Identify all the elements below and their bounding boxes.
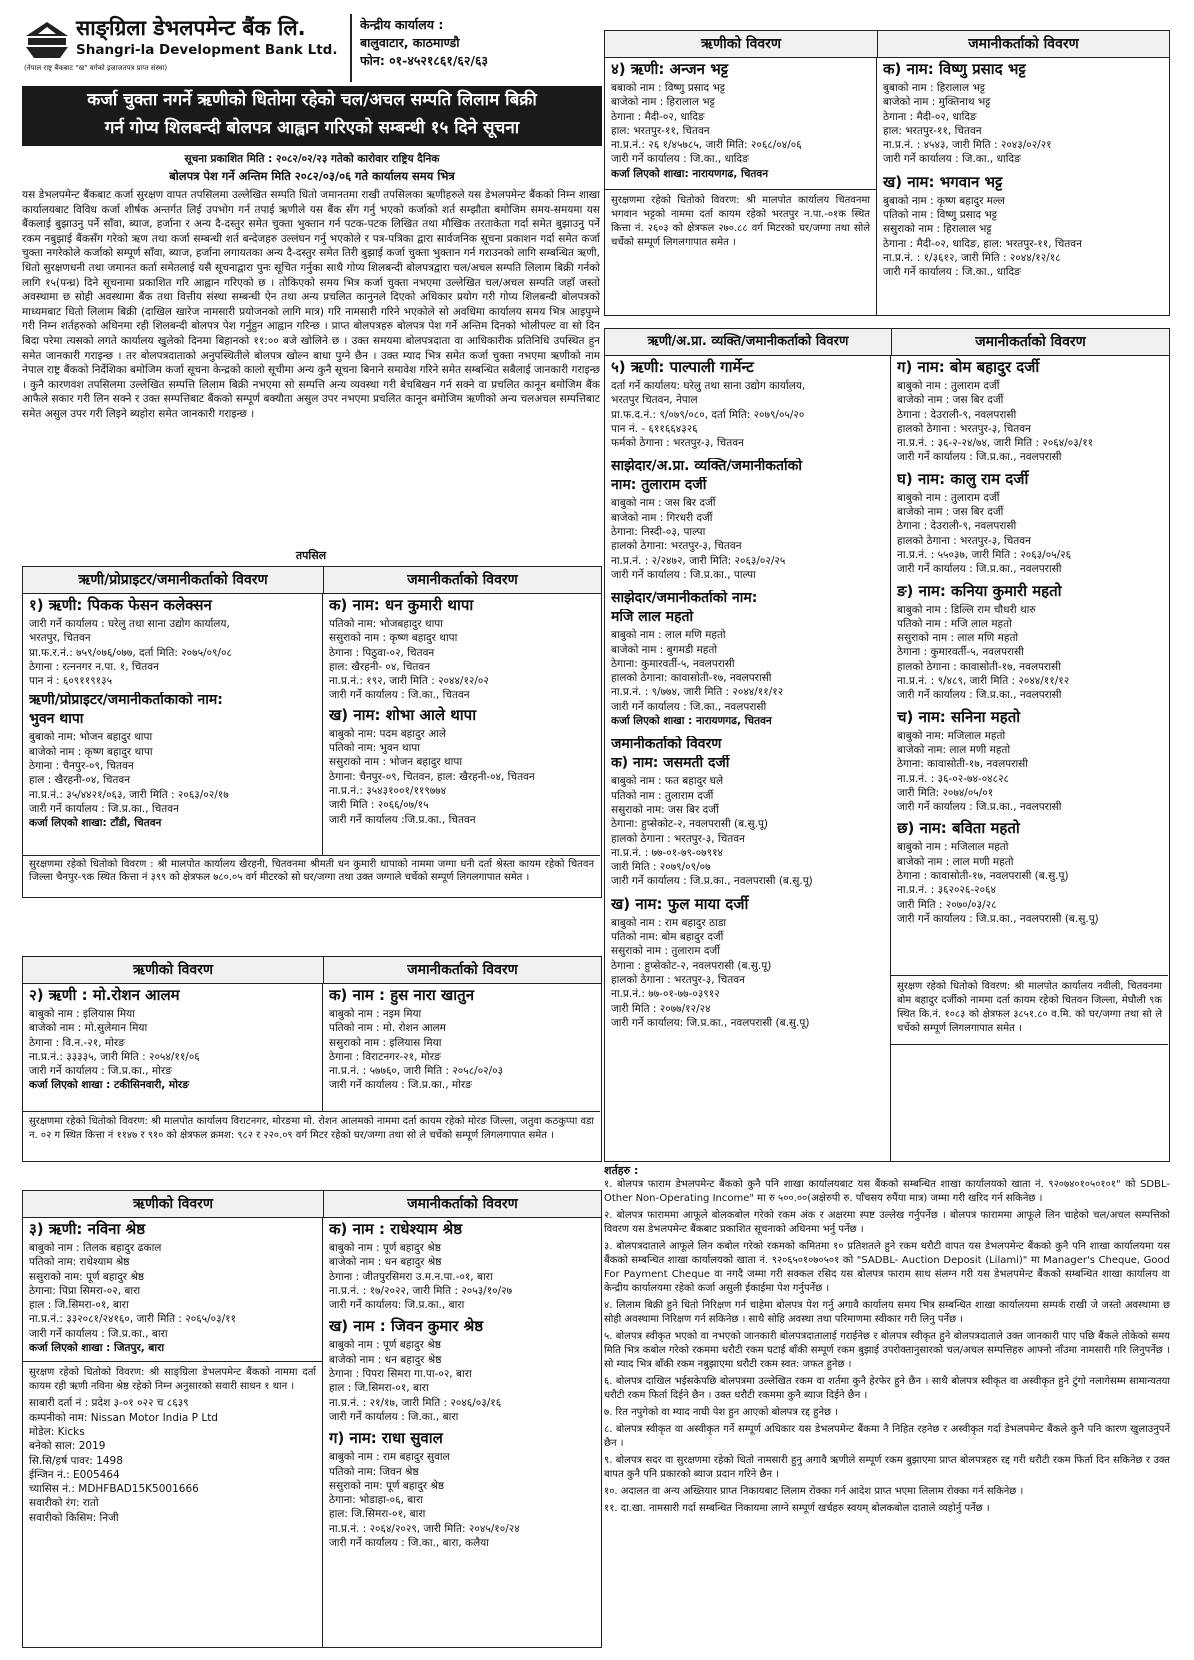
detail-line: बाबुको नाम : जस बिर दर्जी — [611, 497, 716, 510]
block-4-header-left: ऋणीको विवरण — [701, 36, 781, 52]
detail-line: ठेगाना : पिपरा सिमरा गा.पा-०२, बारा — [329, 1368, 472, 1381]
guarantor-5d-title: घ) नाम: कालु राम दर्जी — [897, 469, 1029, 488]
detail-line: जारी गर्ने कार्यालय : जि.प्र.का., नवलपरासी — [897, 801, 1062, 814]
partner-1-name: नाम: तुलाराम दर्जी — [611, 477, 707, 494]
detail-line: जारी गर्ने कार्यालय : जि.का., धादिङ — [883, 153, 1021, 166]
detail-line: पतिको नाम : मो. रोशन आलम — [329, 1022, 446, 1035]
title-line-1: कर्जा चुक्ता नगर्ने ऋणीको धितोमा रहेको चल/अचल सम्पति लिलाम बिक्री — [87, 90, 537, 110]
detail-line: बुबाको नाम : कृष्ण बहादुर मल्ल — [883, 194, 1005, 207]
detail-line: ठेगाना : मैदी-०२, धादिङ — [611, 110, 705, 123]
detail-line: जारी मिति : २०७७/१२/२४ — [611, 1002, 711, 1015]
detail-line: बाबुको नाम : राम बहादुर सुवाल — [329, 1451, 450, 1464]
vehicle-detail-line: ईन्जिन नं.: E005464 — [29, 1468, 120, 1481]
block-2-security: सुरक्षणमा रहेको धितोको विवरण: श्री मालपोत कार्यालय विराटनगर, मोरङमा मो. रोशन आलमको नाममा दर्ता कायम रहेको मोरङ जिल्ला, जतुवा कठकुप्पा वडा न. ०२ ग स्थित कित्ता नं ११४७ र ९१० को क्षेत्रफल क्रमश: ९८२ र २२०.०९ वर्ग मिटर रहेको घर/जग्गा तथा सो ले चर्चेको सम्पूर्ण लिगलगापात समेत । — [23, 1111, 600, 1161]
guarantor-5f-title: च) नाम: सनिना महतो — [897, 707, 1021, 726]
detail-line: ससुराको नाम: जस बिर दर्जी — [611, 803, 719, 816]
detail-line: ना.प्र.नं.: ७७-०१-७७-०३९१२ — [611, 988, 720, 1001]
borrower-1-proprietor-title: ऋणी/प्रोप्राइटर/जमानीकर्ताकाको नाम: — [29, 692, 223, 709]
borrower-3-branch: कर्जा लिएको शाखा : जितपुर, बारा — [29, 1342, 165, 1355]
detail-line: पतिको नाम: बोम बहादुर दर्जी — [611, 931, 724, 944]
guarantor-3a-title: क) नाम : राधेश्याम श्रेष्ठ — [329, 1220, 463, 1238]
intro-paragraph: यस डेभलपमेन्ट बैंकबाट कर्जा सुरक्षण वापत तपसिलमा उल्लेखित सम्पति धितो जमानतमा राखी तपसिलका ऋणीहरुले यस डेभलपमेन्ट बैंकको निम्न शाखा कार्यालयबाट विविध कर्जा शीर्षक अन्तर्गत लिई उपभोग गर्न तपाई ऋणीले यस बैंक सँग गर्नु भएको कर्जाको शर्त सम्झौता बमोजिम समय-समयमा यस बैंकलाई बुझाउनु पर्ने साँवा, ब्याज, हर्जाना र अन्य दै-दस्तुर समेत चुक्ता भुक्तान गर्न पटक-पटक लिखित तथा मौखिक तरताकेता गर्दा समेत बुझाउनु पर्ने रकम नबुझाई बैंकसँग गरेको ऋण तथा कर्जा सम्बन्धी शर्त बन्देजहरु उल्लंघन गर्नु भएकोले र पत्र-पत्रिका द्वारा सार्वजनिक सूचना प्रकाशन गर्दा समेत कर्जा चुक्ता नगरेकोले कर्जाको सम्पूर्ण साँवा, ब्याज, हर्जाना लगायतका अन्य दै-दस्तुर समेत तिरी बुझाई कर्जा चुक्ता भुक्तान गर्न गराउनको लागि सम्बन्धित ऋणी, धितो सुरक्षणधनी तथा जमानत कर्ता समेतलाई यसै सूचनाद्वारा पुनः सूचित गर्नुका साथै गोप्य शिलबन्दी बोलपत्रद्वारा चल/अचल सम्पति लिलाम बिक्री गर्नको लागि १५(पन्ध्र) दिने सूचनामा प्रकाशित गरि आह्वान गरिएको छ । तोकिएको समय भित्र कर्जा चुक्ता नभएमा उल्लेखित चल/अचल सम्पति जहाँ जस्तो अवस्थामा छ सोही अवस्थामा बैंक तथा वित्तीय संस्था सम्बन्धी ऐन तथा अन्य प्रचलित कानुनले दिएको अधिकार प्रयोग गरी गोप्य शिलबन्दी बोलपत्रको माध्यमबाट धितो लिलाम बिक्री (दाखिल खारेज नामसारी प्रयोजनको लागि मात्र) गरि नामसारी गरिने भएकोले सो अवधिमा कार्यालय समय भित्र आइपुग्ने गरी निम्न शर्तहरुको अधिनमा रही शिलबन्दी बोलपत्र पेश गर्नुहुन आह्वान गरिन्छ । प्राप्त बोलपत्रहरु बोलपत्र पेश गर्ने अन्तिम दिनको भोलीपल्ट वा सो दिन बिदा परेमा त्यसको लगते कार्यालय खुलेको दिनमा बिहानको ११:०० बजे खोलिने छ । उक्त समयमा बोलपत्रदाता वा आधिकारीक प्रतिनिधि उपस्थित हुन समेत जानकारी गराइन्छ । तर बोलपत्रदाताको अनुपस्थितीले बोलपत्र खोल्न बाधा पुग्ने छैन । उक्त म्याद भित्र समेत कर्जा चुक्ता नभएमा ऋणीको नाम नेपाल राष्ट्र बैंकको निर्देशिका बमोजिम कर्जा सूचना केन्द्रको कालो सूचीमा अन्य कुनै सूचना बिनाने समावेश गरिने समेत सम्बन्धित सबैलाई जानकारी गराइन्छ । कुनै कारणवश तपसिलमा उल्लेखित सम्पत्ति लिलाम बिक्री नभएमा सो सम्पत्ति अन्य व्यवस्था गरी बेचबिखन गर्न सक्ने वा प्रचलित कानून बमोजिम बैंक आफैले सकार गरी लिन सक्ने र उक्त सम्पत्तिबाट बैंकको सम्पूर्ण बक्यौता असुल उपर नभएमा प्रचलित कानून बमोजिम ऋणीको अन्य चलअचल सम्पत्तिबाट समेत असुल उपर गरी लिइने ब्यहोरा समेत जानकारी गराइन्छ । — [22, 189, 600, 420]
block-5 — [604, 328, 1170, 1162]
detail-line: बाबुको नाम : पूर्ण बहादुर श्रेष्ठ — [329, 1339, 441, 1352]
detail-line: बाजेको नाम : धन बहादुर श्रेष्ठ — [329, 1256, 442, 1269]
detail-line: बाबुको नाम : मजिलाल महतो — [897, 841, 1009, 854]
detail-line: बाबुको नाम: मजिलाल महतो — [897, 729, 1006, 742]
block-1-header — [23, 567, 601, 594]
detail-line: ना.प्र.नं. : ३६-०२-७४-०४८२८ — [897, 772, 1010, 785]
borrower-5-title: ५) ऋणी: पाल्पाली गार्मेन्ट — [611, 358, 754, 376]
detail-line: पतिको नाम: भोजबहादुर थापा — [329, 618, 443, 630]
block-2-header-left: ऋणीको विवरण — [133, 962, 213, 978]
office-label: केन्द्रीय कार्यालय : — [360, 17, 444, 32]
detail-line: फर्मको ठेगाना : भरतपुर-३, चितवन — [611, 437, 744, 450]
detail-line: जारी गर्ने कार्यालय: जि.प्र.का., बारा — [329, 1299, 465, 1312]
block-2-header-right: जमानीकर्ताको विवरण — [323, 957, 601, 983]
detail-line: जारी गर्ने कार्यालय : जि.का., चितवन — [329, 689, 470, 702]
block-2-borrower — [23, 983, 323, 1111]
detail-line: बाजेको नाम: लाल मणी महतो — [897, 743, 1011, 756]
block-5-header — [605, 329, 1169, 356]
term-item: १०. अदालत वा अन्य अख्तियार प्राप्त निकायबाट लिलाम रोक्का गर्न आदेश प्राप्त भएमा लिलाम रोक्का गर्न सकिनेछ । — [604, 1486, 1024, 1498]
detail-line: पान नं : ६०९११९१३५ — [29, 675, 113, 688]
detail-line: ससुराको नाम : लाल मणि महतो — [897, 632, 1019, 645]
guarantor-5-heading: जमानीकर्ताको विवरण — [611, 736, 722, 753]
detail-line: हाल : खैरहनी-०४, चितवन — [29, 774, 131, 787]
guarantor-1a-title: क) नाम: धन कुमारी थापा — [329, 596, 474, 614]
detail-line: जारी मिति : २०६६/०७/१५ — [329, 799, 429, 812]
detail-line: पतिको नाम : विष्णु प्रसाद भट्ट — [883, 209, 997, 222]
detail-line: ससुराको नाम : कृष्ण बहादुर थापा — [329, 632, 458, 645]
block-1-header-right: जमानीकर्ताको विवरण — [323, 567, 601, 593]
borrower-4-title: ४) ऋणी: अन्जन भट्ट — [611, 60, 729, 78]
term-item: ८. बोलपत्र स्वीकृत वा अस्वीकृत गर्ने सम्पूर्ण अधिकार यस डेभलपमेन्ट बैंकमा नै निहित रहनेछ र अस्वीकृत गर्दा डेभलपमेन्ट बैंकले कुनै पनि कारण खुलाउनुपर्ने छैन । — [604, 1424, 1170, 1450]
detail-line: ससुराको नाम : तुलाराम दर्जी — [611, 945, 720, 958]
block-3-borrower — [23, 1217, 323, 1647]
detail-line: जारी गर्ने कार्यालय : जि.प्र.का., नवलपरासी (ब.सु.पू) — [611, 875, 813, 888]
block-5-header-right: जमानीकर्ताको विवरण — [891, 329, 1169, 355]
detail-line: हाल: भरतपुर-११, चितवन — [611, 124, 710, 137]
detail-line: ठेगाना : वि.न.-२१, मोरङ — [29, 1036, 125, 1049]
office-phone: फोन: ०१-४५२१८६१/६२/६३ — [360, 53, 488, 68]
detail-line: ना.प्र.नं.: ३५/४४२१/०६३, जारी मिति : २०६३/०२/१७ — [29, 788, 229, 801]
header-divider — [350, 14, 352, 82]
detail-line: ना.प्र.नं. : ७७-०१-७९-०७९१४ — [611, 846, 724, 859]
detail-line: बाजेको नाम : हिरालाल भट्ट — [611, 96, 715, 109]
detail-line: ससुराको नाम: पूर्ण बहादुर श्रेष्ठ — [329, 1479, 445, 1492]
block-4-header — [605, 31, 1169, 58]
detail-line: जारी गर्ने कार्यालय : जि.का., नवलपरासी — [611, 700, 767, 713]
detail-line: जारी मिति : २०७९/०९/०७ — [611, 861, 711, 874]
bank-logo — [24, 20, 70, 60]
detail-line: बुबाको नाम : हिरालाल भट्ट — [883, 82, 985, 94]
bank-header — [24, 14, 349, 74]
detail-line: जारी गर्ने कार्यालय : जि.प्र.का., मोरङ — [29, 1065, 172, 1078]
detail-line: बाबुको नाम : डिल्लि राम चौधरी थारु — [897, 603, 1036, 616]
block-1-header-left: ऋणी/प्रोप्राइटर/जमानीकर्ताको विवरण — [78, 572, 268, 588]
detail-line: बुबाको नाम: भोजन बहादुर थापा — [29, 731, 153, 744]
vehicle-detail-line: च्यासिस नं.: MDHFBAD15K5001666 — [29, 1483, 199, 1496]
publish-date: सूचना प्रकाशित मिति : २०८२/०२/२३ गतेको कारोवार राष्ट्रिय दैनिक — [184, 153, 440, 165]
term-item: ४. लिलाम बिक्री हुने धितो निरिक्षण गर्न चाहेमा बोलपत्र पेश गर्नु अगावै कार्यालय समय भित्र सम्बन्धित शाखा कार्यालयमा सम्पर्क राखी जे जस्तो अवस्थामा छ सोही अवस्थामा निरिक्षण गर्न सकिनेछ । साथै सोहि अवस्था तथा परिमाणमा स्वीकार गरी लिनु पर्नेछ । — [604, 1300, 1170, 1326]
block-5-security: सुरक्षण रहेको धितोको विवरण: श्री मालपोत कार्यालय नवीली, चितवनमा बोम बहादुर दर्जीको नाममा दर्ता कायम रहेको चितवन जिल्ला, मेघौली ९क स्थित कि.नं. १०८३ को क्षेत्रफल ३८५१.८० व.मि. को घर/जग्गा तथा सो ले चर्चेको सम्पूर्ण लिगलगापात समेत । — [891, 975, 1168, 1045]
borrower-3-title: ३) ऋणी: नविना श्रेष्ठ — [29, 1220, 146, 1238]
detail-line: हाल: जि.सिमरा-०१, बारा — [329, 1508, 426, 1521]
detail-line: जारी गर्ने कार्यालय : जि.का., बारा, कलैया — [329, 1537, 489, 1550]
detail-line: ना.प्र.नं. : ५७७६०, जारी मिति : २०५८/०२/०३ — [329, 1065, 504, 1078]
borrower-2-branch: कर्जा लिएको शाखा : टकीसिनवारी, मोरङ — [29, 1079, 189, 1092]
detail-line: जारी गर्ने कार्यालय : घरेलु तथा साना उद्योग कार्यालय, — [29, 618, 230, 630]
term-item: ५. बोलपत्र स्वीकृत भएको वा नभएको जानकारी बोलपत्रदातालाई गराईनेछ र बोलपत्र स्वीकृत हुने बोलपत्रदाताले उक्त जानकारी पाए पछि बैंकले तोकेको समय मिति भित्र कबोल गरेको रकममा धरौटी रकम घटाई बाँकी सम्पूर्ण रकम बुझाई उपरोक्तानुसारको चल/अचल सम्पत्तिहरु आफ्नो नाँउमा नामसारी गरि लिनुपर्नेछ । सो म्याद भित्र बाँकी रकम नबुझाएमा धरौटी रकम स्वत: जफत हुनेछ । — [604, 1331, 1170, 1371]
term-item: ९. बोलपत्र सदर वा सुरक्षणमा रहेको धितो नामसारी हुनु अगावै ऋणीले सम्पूर्ण रकम बुझाएमा प्राप्त बोलपत्रहरु रद्द गरी धरौटी रकम फिर्ता दिन सकिनेछ र उक्त बापत कुनै पनि प्रकारको ब्याज प्रदान गरिने छैन । — [604, 1455, 1170, 1481]
detail-line: पतिको नाम : मजि लाल महतो — [897, 617, 1012, 630]
tapsil-label: तपसिल — [295, 549, 327, 562]
term-item: ११. दा.खा. नामसारी गर्दा सम्बन्धित निकायमा लाग्ने सम्पूर्ण खर्चहरु स्वयम् बोलकबोल दाताले व्यहोर्नु पर्नेछ । — [604, 1503, 990, 1515]
detail-line: जारी गर्ने कार्यालय : जि.प्र.का., बारा — [29, 1327, 168, 1340]
detail-line: ठेगाना: कुमारवर्ती-५, नवलपरासी — [611, 657, 735, 670]
detail-line: जारी मिति : २०७०/०३/२८ — [897, 898, 997, 911]
detail-line: ठेगाना : रत्ननगर न.पा. १, चितवन — [29, 660, 159, 673]
detail-line: ठेगाना : जीतपुरसिमरा उ.म.न.पा.-०१, बारा — [329, 1270, 493, 1283]
block-1-guarantors — [323, 593, 600, 855]
detail-line: बाबुको नाम : फत बहादुर घले — [611, 775, 724, 788]
detail-line: ना.प्र.नं. : २/२४७२, जारी मिति: २०६३/०२/२५ — [611, 554, 786, 567]
term-item: २. बोलपत्र फाराममा आफूले बोलकबोल गरेको रकम अंक र अक्षरमा स्पष्ट उल्लेख गर्नुपर्नेछ । बोलपत्र फाराममा आफूले लिन चाहेको चल/अचल सम्पत्तिको विवरण यस डेभलपमेन्ट बैंकबाट प्रकाशित सूचनाको अधिनमा भर्नु पर्नेछ । — [604, 1210, 1170, 1236]
detail-line: बाबुको नाम : तुलाराम दर्जी — [897, 380, 1000, 392]
detail-line: ना.प्र.नं. : ४५४३, जारी मिति : २०४३/०२/२१ — [883, 139, 1052, 152]
terms-title: शर्तहरु : — [604, 1164, 639, 1177]
borrower-5-branch: कर्जा लिएको शाखा : नारायणगढ, चितवन — [611, 715, 772, 728]
detail-line: हाल: खैरहनी- ०४, चितवन — [329, 660, 431, 673]
detail-line: हालको ठेगाना: भरतपुर-३, चितवन — [611, 540, 742, 553]
detail-line: भरतपुर, चितवन — [29, 632, 91, 645]
borrower-4-branch: कर्जा लिएको शाखा: नारायणगढ, चितवन — [611, 167, 769, 180]
bank-name-np: साङ्ग्रिला डेभलपमेन्ट बैंक लि. — [76, 16, 306, 40]
detail-line: जारी गर्ने कार्यालय : जि.प्र.का., चितवन — [29, 802, 179, 815]
block-3-header-right: जमानीकर्ताको विवरण — [323, 1191, 601, 1217]
block-5-borrower — [605, 355, 891, 1161]
block-2-header — [23, 957, 601, 984]
detail-line: ठेगाना : कावासोती-१७, नवलपरासी (ब.सु.पू) — [897, 870, 1069, 883]
detail-line: पान नं. - ६११६६४३२६ — [611, 422, 698, 435]
guarantor-4a-title: क) नाम: विष्णु प्रसाद भट्ट — [883, 60, 1026, 78]
term-item: १. बोलपत्र फाराम डेभलपमेन्ट बैंकको कुनै पनि शाखा कार्यालयबाट यस बैंकको सम्बन्धित शाखा कार्यालयको खाता नं. ९२०७४०१०५०१०१" को SDBL- Other Non-Operating Income" मा रु ५००.००(अक्षेरुपी रु. पाँचसय रुपैंया मात्र) जम्मा गरी खरिद गर्न सकिनेछ । — [604, 1179, 1170, 1205]
detail-line: ना.प्र.नं. : १/३६१२, जारी मिति : २०४४/१२/१८ — [883, 251, 1061, 264]
detail-line: ठेगाना : चैनपुर-०९, चितवन — [29, 760, 134, 773]
detail-line: जारी गर्ने कार्यालय : जि.का., धादिङ — [883, 266, 1021, 279]
detail-line: ठेगाना : देउराली-९, नवलपरासी — [897, 408, 1017, 421]
detail-line: जारी गर्ने कार्यालय : जि.प्र.का., नवलपरासी — [897, 563, 1062, 576]
detail-line: ससुराको नाम: पूर्ण बहादुर श्रेष्ठ — [29, 1270, 145, 1283]
partner-2-name: मजि लाल महतो — [611, 609, 694, 626]
detail-line: जारी गर्ने कार्यालय : जि.प्र.का., नवलपरासी — [897, 689, 1062, 702]
detail-line: हाल: भरतपुर-११, चितवन — [883, 124, 982, 137]
detail-line: ठेगाना: चैनपुर-०९, चितवन, हाल: खैरहनी-०४, चितवन — [329, 770, 535, 783]
detail-line: बाजेको नाम : गिरधरी दर्जी — [611, 511, 713, 524]
block-4-guarantors — [877, 57, 1168, 315]
detail-line: बाजेको नाम : जस बिर दर्जी — [897, 506, 1004, 519]
detail-line: हाल : जि.सिमरा-०१, बारा — [329, 1382, 429, 1395]
detail-line: ससुराको नाम : भोजन बहादुर थापा — [329, 756, 463, 769]
detail-line: ठेगाना: भोडाहा-०६, बारा — [329, 1494, 423, 1507]
detail-line: ठेगाना : कुमारवर्ती-५, नवलपरासी — [897, 646, 1024, 659]
detail-line: बाजेको नाम : कृष्ण बहादुर थापा — [29, 745, 153, 758]
detail-line: बाबुको नाम : पूर्ण बहादुर श्रेष्ठ — [329, 1242, 441, 1254]
detail-line: बाजेको नाम : बुगमडी महतो — [611, 643, 718, 656]
title-banner — [22, 86, 602, 146]
detail-line: बबाको नाम : विष्णु प्रसाद भट्ट — [611, 82, 725, 94]
detail-line: जारी गर्ने कार्यालय : जि.का., धादिङ — [611, 153, 749, 166]
block-5-header-left: ऋणी/अ.प्रा. व्यक्ति/जमानीकर्ताको विवरण — [647, 334, 849, 349]
partner-2-heading: साझेदार/जमानीकर्ताको नाम: — [611, 590, 758, 607]
detail-line: ना.प्र.नं. : ५५०३७, जारी मिति : २०६३/०५/२६ — [897, 548, 1072, 561]
borrower-4-security: सुरक्षणमा रहेको धितोको विवरण: श्री मालपोत कार्यालय चितवनमा भगवान भट्टको नाममा दर्ता कायम रहेको भरतपुर न.पा.-०१क स्थित कित्ता नं. २६०३ को क्षेत्रफल २७०.८८ वर्ग मिटरको घर/जग्गा तथा सोले चर्चेको सम्पूर्ण लिगलगापात समेत । — [605, 189, 876, 250]
block-4-header-right: जमानीकर्ताको विवरण — [877, 31, 1169, 57]
detail-line: बाबुको नाम : नइम मिया — [329, 1008, 422, 1020]
detail-line: जारी गर्ने कार्यालय :जि.प्र.का., चितवन — [329, 813, 476, 826]
borrower-1-proprietor-name: भुवन थापा — [29, 711, 84, 728]
bank-name-en: Shangri-la Development Bank Ltd. — [76, 42, 338, 58]
detail-line: ससुराको नाम : इलियास मिया — [329, 1036, 442, 1049]
detail-line: जारी गर्ने कार्यालय : जि.प्र.का., मोरङ — [329, 1079, 472, 1092]
detail-line: ठेगाना: पिप्रा सिमरा-०२, बारा — [29, 1284, 141, 1297]
detail-line: प्रा.फ.र.नं.: ७५९/०७६/०७७, दर्ता मिति: २०७५/०९/०८ — [29, 646, 232, 659]
detail-line: ना.प्र.नं. : २१/१७, जारी मिति : २०४६/०३/१६ — [329, 1396, 502, 1409]
detail-line: जारी गर्ने कार्यालय: जि.प्र.का., नवलपरासी (ब.सु.पू) — [611, 1016, 810, 1029]
detail-line: पतिको नाम: राधेश्याम श्रेष्ठ — [29, 1256, 130, 1269]
detail-line: बाजेको नाम : मुक्तिनाथ भट्ट — [883, 96, 991, 109]
detail-line: ठेगाना : पिठुवा-०२, चितवन — [329, 646, 435, 659]
term-item: ३. बोलपत्रदाताले आफूले लिन कबोल गरेको रकमको कमितमा १० प्रतिशतले हुने रकम धरौटी वापत यस डेभलपमेन्ट बैंकको कुनै पनि शाखा कार्यालयमा यस बैंकको सम्बन्धित शाखा कार्यालयको खाता नं. ९२०६५०१०७०५०१ को "SADBL- Auction Deposit (Lilami)" मा Manager's Cheque, Good For Payment Cheque वा नगदै जम्मा गरी सक्कल रसिद यस बोलपत्र फाराम साथ संलग्न गरी यस डेभलपमेन्ट बैंकको सम्बन्धित शाखा कार्यालय वा केन्द्रीय कार्यालयमा रहेको कर्जा असुली ईकाईमा पेश गर्नुपर्नेछ । — [604, 1241, 1170, 1295]
block-4-borrower — [605, 57, 877, 315]
detail-line: हालको ठेगाना: कावासोती-१७, नवलपरासी — [611, 672, 772, 685]
detail-line: ठेगाना : मैदी-०२, धादिङ — [883, 110, 977, 123]
detail-line: जारी मिति: २०७४/०५/०१ — [897, 786, 994, 799]
detail-line: बाजेको नाम : जस बिर दर्जी — [897, 394, 1004, 407]
term-item: ६. बोलपत्र दाखिल भईसकेपछि बोलपत्रमा उल्लेखित रकम वा शर्तमा कुनै हेरफेर हुने छैन । साथै बोलपत्र स्वीकृत वा अस्वीकृत हुने टुंगो नलागेसम्म सामान्यतया धरौटी रकम फिर्ता दिईने छैन । उक्त धरौटी रकममा कुनै ब्याज दिईने छैन । — [604, 1376, 1170, 1402]
detail-line: ठेगाना: हुप्सेकोट-२, नवलपरासी (ब.सु.पू) — [611, 818, 768, 831]
detail-line: ना.प्र.नं. : ३६२०२६-२०६४ — [897, 884, 996, 897]
detail-line: ना.प्र.नं. : ३६-२-२४/७४, जारी मिति : २०६४/०३/११ — [897, 437, 1094, 450]
detail-line: ना.प्र.नं. : ९/४८९, जारी मिति : २०४४/११/१२ — [897, 675, 1070, 688]
detail-line: ना.प्र.नं.: ३३२०८१/२४१६०, जारी मिति : २०६५/०३/११ — [29, 1313, 237, 1326]
title-line-2: गर्न गोप्य शिलबन्दी बोलपत्र आह्वान गरिएको सम्बन्धी १५ दिने सूचना — [104, 118, 520, 138]
detail-line: जारी गर्ने कार्यालय : जि.प्र.का., पाल्पा — [611, 568, 756, 581]
guarantor-3c-title: ग) नाम: राधा सुवाल — [329, 1429, 443, 1448]
detail-line: बाबुको नाम : तुलाराम दर्जी — [897, 491, 1000, 504]
terms-section — [604, 1164, 1170, 1652]
block-3-header — [23, 1191, 601, 1218]
borrower-1-branch: कर्जा लिएको शाखा: टाँडी, चितवन — [29, 817, 162, 830]
block-3-guarantors — [323, 1217, 600, 1647]
detail-line: बाबुको नाम : तिलक बहादुर ढकाल — [29, 1242, 162, 1254]
vehicle-detail-line: सवारीको रंग: रातो — [29, 1497, 99, 1510]
detail-line: बाबुको नाम : इलियास मिया — [29, 1008, 135, 1020]
block-1-borrower — [23, 593, 323, 855]
vehicle-detail-line: सवारीको किसिम: निजी — [29, 1511, 119, 1524]
block-3-header-left: ऋणीको विवरण — [133, 1196, 213, 1212]
guarantor-5b-title: ख) नाम: फुल माया दर्जी — [611, 894, 749, 913]
detail-line: बाजेको नाम : मो.सुलेमान मिया — [29, 1022, 148, 1035]
block-5-guarantors — [891, 355, 1168, 975]
guarantor-2a-title: क) नाम : हुस नारा खातुन — [329, 986, 475, 1004]
detail-line: बाबुको नाम : लाल मणि महतो — [611, 629, 726, 642]
block-2 — [22, 956, 602, 1162]
term-item: ७. रित नपुगेको वा म्याद नाघी पेश हुन आएको बोलपत्र रद्द हुनेछ । — [604, 1407, 839, 1419]
guarantor-5e-title: ङ) नाम: कनिया कुमारी महतो — [897, 581, 1062, 600]
detail-line: दर्ता गर्ने कार्यालय: घरेलु तथा साना उद्योग कार्यालय, — [611, 380, 806, 392]
detail-line: हालको ठेगाना : भरतपुर-३, चितवन — [611, 832, 745, 845]
detail-line: ना.प्र.नं.: १९२, जारी मिति : २०४४/१२/०२ — [329, 675, 489, 688]
detail-line: बाबुको नाम : राम बहादुर ठाडा — [611, 916, 727, 929]
guarantor-3b-title: ख) नाम : जिवन कुमार श्रेष्ठ — [329, 1317, 484, 1336]
detail-line: हालको ठेगाना : भरतपुर-३, चितवन — [897, 422, 1031, 435]
detail-line: ना.प्र.नं.: ३५४३१००१/११९७७४ — [329, 784, 447, 797]
block-4 — [604, 30, 1170, 316]
vehicle-detail-line: मोडेल: Kicks — [29, 1425, 85, 1438]
detail-line: हाल : जि.सिमरा-०१, बारा — [29, 1299, 129, 1312]
block-3 — [22, 1190, 602, 1648]
detail-line: बाजेको नाम : लाल मणी महतो — [897, 855, 1014, 868]
detail-line: ठेगाना : देउराली-९, नवलपरासी — [897, 520, 1017, 533]
license-note: (नेपाल राष्ट्र बैंकबाट "ख" वर्गको इजाजतपत्र प्राप्त संस्था) — [24, 64, 168, 72]
detail-line: ना.प्र.नं.: ३३३३५, जारी मिति : २०५४/११/०६ — [29, 1050, 200, 1063]
vehicle-detail-line: सि.सि/हर्ष पावर: 1498 — [29, 1454, 123, 1467]
detail-line: पतिको नाम : तुलाराम दर्जी — [611, 789, 714, 802]
vehicle-detail-line: कम्पनीको नाम: Nissan Motor India P Ltd — [29, 1411, 218, 1424]
detail-line: ठेगाना : हुप्सेकोट-२, नवलपरासी (ब.सु.पू) — [611, 959, 772, 972]
detail-line: ससुराको नाम : हिरालाल भट्ट — [883, 223, 992, 236]
guarantor-5g-title: छ) नाम: बविता महतो — [897, 819, 1020, 838]
guarantor-1b-title: ख) नाम: शोभा आले थापा — [329, 705, 477, 724]
deadline-date: बोलपत्र पेश गर्ने अन्तिम मिति २०८२/०३/०६ गते कार्यालय समय भित्र — [169, 169, 455, 183]
partner-1-heading: साझेदार/अ.प्रा. व्यक्ति/जमानीकर्ताको — [611, 458, 803, 475]
detail-line: ठेगाना: निस्दी-०३, पाल्पा — [611, 526, 706, 539]
vehicle-detail-line: साबारी दर्ता नं : प्रदेश ३-०१ ०२२ च ८६३९ — [29, 1397, 189, 1410]
detail-line: प्रा.फ.द.नं.: ९/०७९/०८०, दर्ता मिति: २०७९/०५/२० — [611, 408, 805, 421]
detail-line: बाबुको नाम: पदम बहादुर आले — [329, 727, 447, 740]
detail-line: पतिको नाम: भुवन थापा — [329, 742, 420, 755]
detail-line: ठेगाना: कावासोती-१७, नवलपरासी — [897, 758, 1028, 771]
office-block — [360, 16, 600, 70]
detail-line: ना.प्र.नं. : १७/२०२२, जारी मिति : २०५३/१०/२७ — [329, 1284, 513, 1297]
detail-line: बाजेको नाम : धन बहादुर श्रेष्ठ — [329, 1353, 442, 1366]
detail-line: ठेगाना : विराटनगर-२१, मोरङ — [329, 1050, 441, 1063]
guarantor-5a-title: क) नाम: जसमती दर्जी — [611, 755, 730, 772]
borrower-3-security: सुरक्षण रहेको धितोको विवरण: श्री साङ्ग्रिला डेभलपमेन्ट बैंकको नाममा दर्ता कायम रही ऋणी नविना श्रेष्ठ रहेको निम्न अनुसारको सवारी साधन १ थान । — [23, 1361, 322, 1394]
detail-line: ठेगाना : मैदी-०२, धादिङ, हाल: भरतपुर-११, चितवन — [883, 237, 1082, 250]
detail-line: भरतपुर चितवन, नेपाल — [611, 394, 698, 407]
borrower-1-title: १) ऋणी: पिकक फेसन कलेक्सन — [29, 596, 212, 614]
guarantor-4b-title: ख) नाम: भगवान भट्ट — [883, 172, 1003, 191]
office-address: बालुवाटार, काठमाण्डौ — [360, 35, 460, 50]
block-1-security: सुरक्षणमा रहेको धितोको विवरण : श्री मालपोत कार्यालय खैरहनी, चितवनमा श्रीमती धन कुमारी थापाको नाममा जग्गा धनी दर्ता श्रेस्ता कायम रहेको चितवन जिल्ला चैनपुर-९क स्थित कित्ता नं ३९९ को क्षेत्रफल ७८०.०५ वर्ग मीटरको सो घर/जग्गा तथा उक्त जग्गाले चर्चेको सम्पूर्ण लिगलगापात समेत । — [23, 855, 600, 897]
vehicle-detail-line: बनेको साल: 2019 — [29, 1440, 106, 1453]
borrower-2-title: २) ऋणी : मो.रोशन आलम — [29, 986, 180, 1004]
detail-line: हालको ठेगाना : भरतपुर-३, चितवन — [897, 534, 1031, 547]
detail-line: पतिको नाम: जिवन श्रेष्ठ — [329, 1465, 419, 1478]
detail-line: ना.प्र.नं. : ९/७७४, जारी मिति : २०४४/११/१२ — [611, 686, 784, 699]
block-2-guarantors — [323, 983, 600, 1111]
detail-line: हालको ठेगाना : भरतपुर-३, चितवन — [611, 973, 745, 986]
detail-line: जारी गर्ने कार्यालय : जि.प्र.का., नवलपरासी — [897, 451, 1062, 464]
detail-line: जारी गर्ने कार्यालय : जि.प्र.का., नवलपरासी (ब.सु.पू) — [897, 912, 1099, 925]
guarantor-5c-title: ग) नाम: बोम बहादुर दर्जी — [897, 358, 1040, 376]
detail-line: हालको ठेगाना : कावासोती-१७, नवलपरासी — [897, 660, 1061, 673]
detail-line: ना.प्र.नं.: २६ १/४५७८५, जारी मिति: २०६८/०४/०६ — [611, 139, 802, 152]
detail-line: जारी गर्ने कार्यालय : जि.का., बारा — [329, 1410, 459, 1423]
block-1 — [22, 566, 602, 898]
detail-line: ना.प्र.नं. : २०६४/२०२९, जारी मिति: २०४५/१०/२४ — [329, 1522, 520, 1535]
